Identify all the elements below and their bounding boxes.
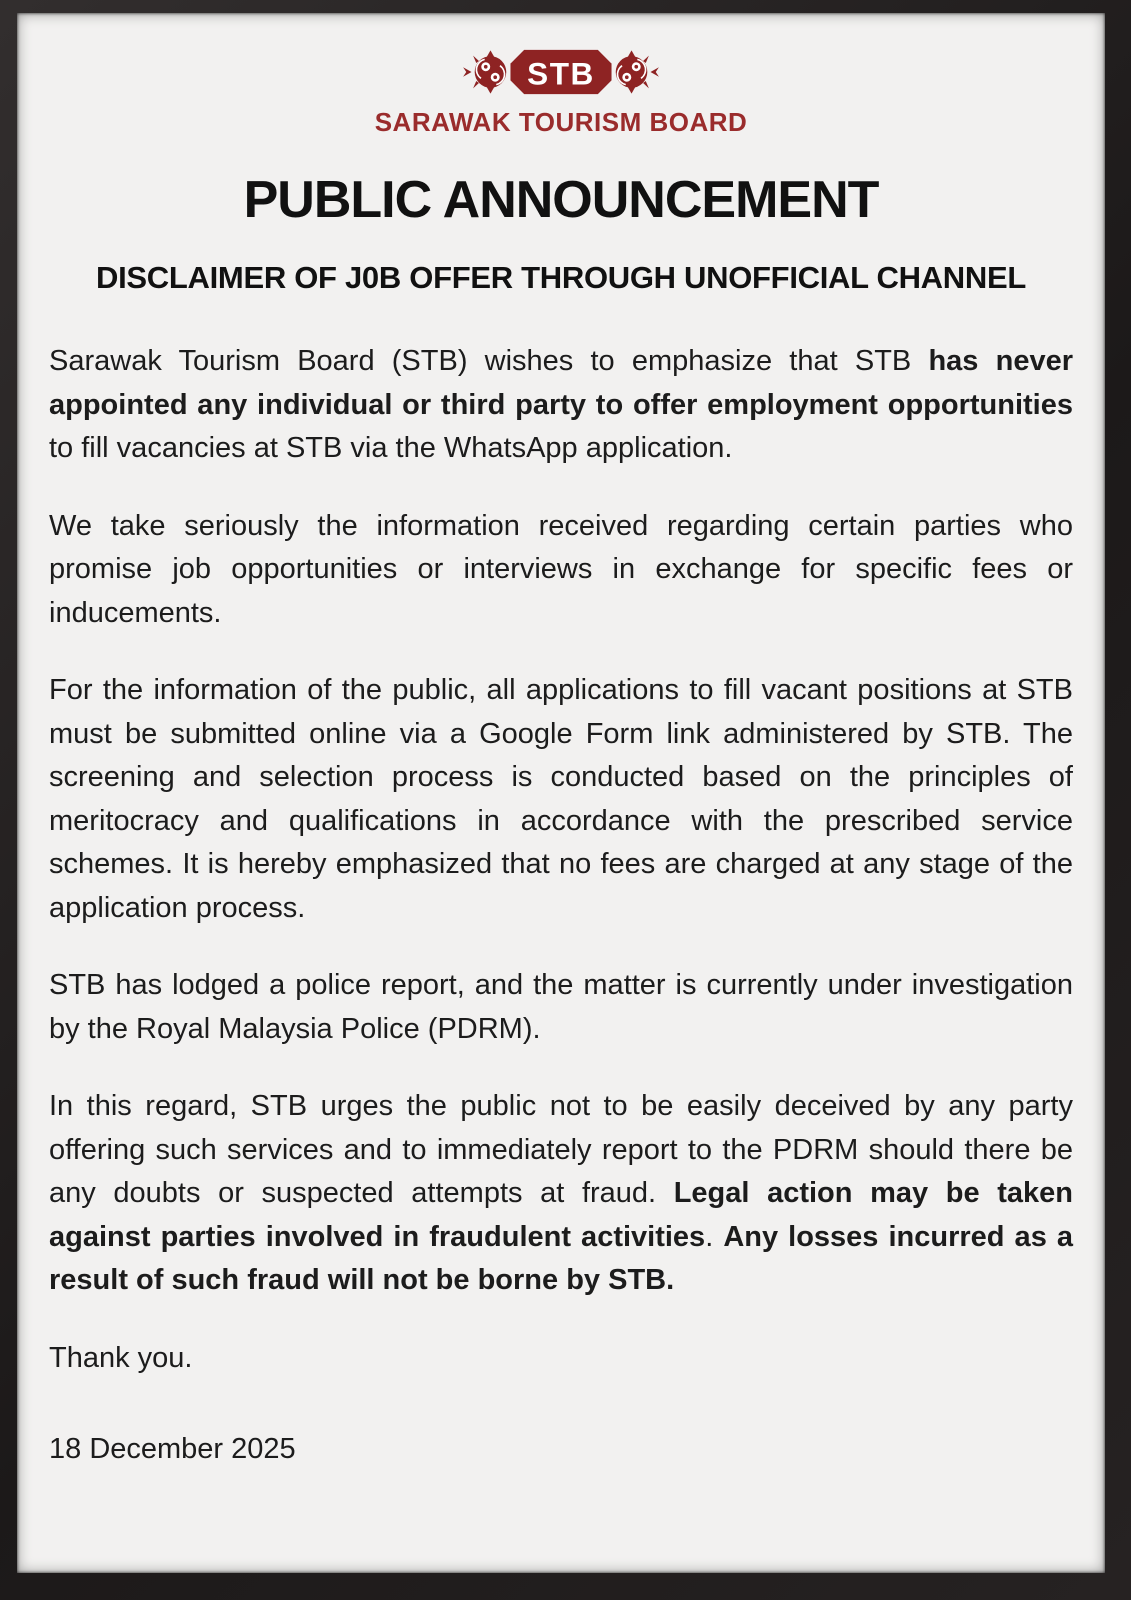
page-title: PUBLIC ANNOUNCEMENT [243, 171, 879, 229]
body-paragraph [49, 1085, 1073, 1303]
closing-line: Thank you. [49, 1341, 193, 1374]
announcement-subtitle: DISCLAIMER OF J0B OFFER THROUGH UNOFFICIAL CHANNEL [96, 260, 1026, 295]
bold-text-segment: Legal action may be taken against parties involved in fraudulent activities [49, 1177, 1073, 1253]
text-segment: . [705, 1220, 724, 1253]
text-segment: Sarawak Tourism Board (STB) wishes to emphasize that STB [49, 345, 929, 377]
stb-logo [49, 43, 1073, 138]
text-segment: In this regard, STB urges the public not to be easily deceived by any party offering such services and to immediately report to the PDRM should there be any doubts or suspected attempts at fraud. [49, 1090, 1073, 1209]
bold-text-segment: has never appointed any individual or third party to offer employment opportunities [49, 345, 1073, 421]
announcement-page [17, 13, 1105, 1573]
body-paragraph [49, 505, 1073, 636]
body-paragraph [49, 964, 1073, 1051]
stb-acronym: STB [527, 55, 595, 92]
announcement-body [49, 340, 1073, 1303]
body-paragraph [49, 669, 1073, 930]
body-paragraph [49, 340, 1073, 471]
stb-logo-emblem [461, 43, 661, 101]
text-segment: For the information of the public, all applications to fill vacant positions at STB must be submitted online via a Google Form link administered by STB. The screening and selection process is conducted based on the principles of meritocracy and qualifications in accordance with the prescribed service schemes. It is hereby emphasized that no fees are charged at any stage of the application process. [49, 674, 1073, 924]
bold-text-segment: Any losses incurred as a result of such fraud will not be borne by STB. [49, 1220, 1073, 1296]
announcement-date: 18 December 2025 [49, 1433, 296, 1465]
org-name: SARAWAK TOURISM BOARD [374, 107, 748, 137]
text-segment: STB has lodged a police report, and the matter is currently under investigation by the Royal Malaysia Police (PDRM). [49, 969, 1073, 1045]
text-segment: to fill vacancies at STB via the WhatsApp application. [49, 432, 733, 464]
text-segment: We take seriously the information received regarding certain parties who promise job opportunities or interviews in exchange for specific fees or inducements. [49, 509, 1073, 629]
